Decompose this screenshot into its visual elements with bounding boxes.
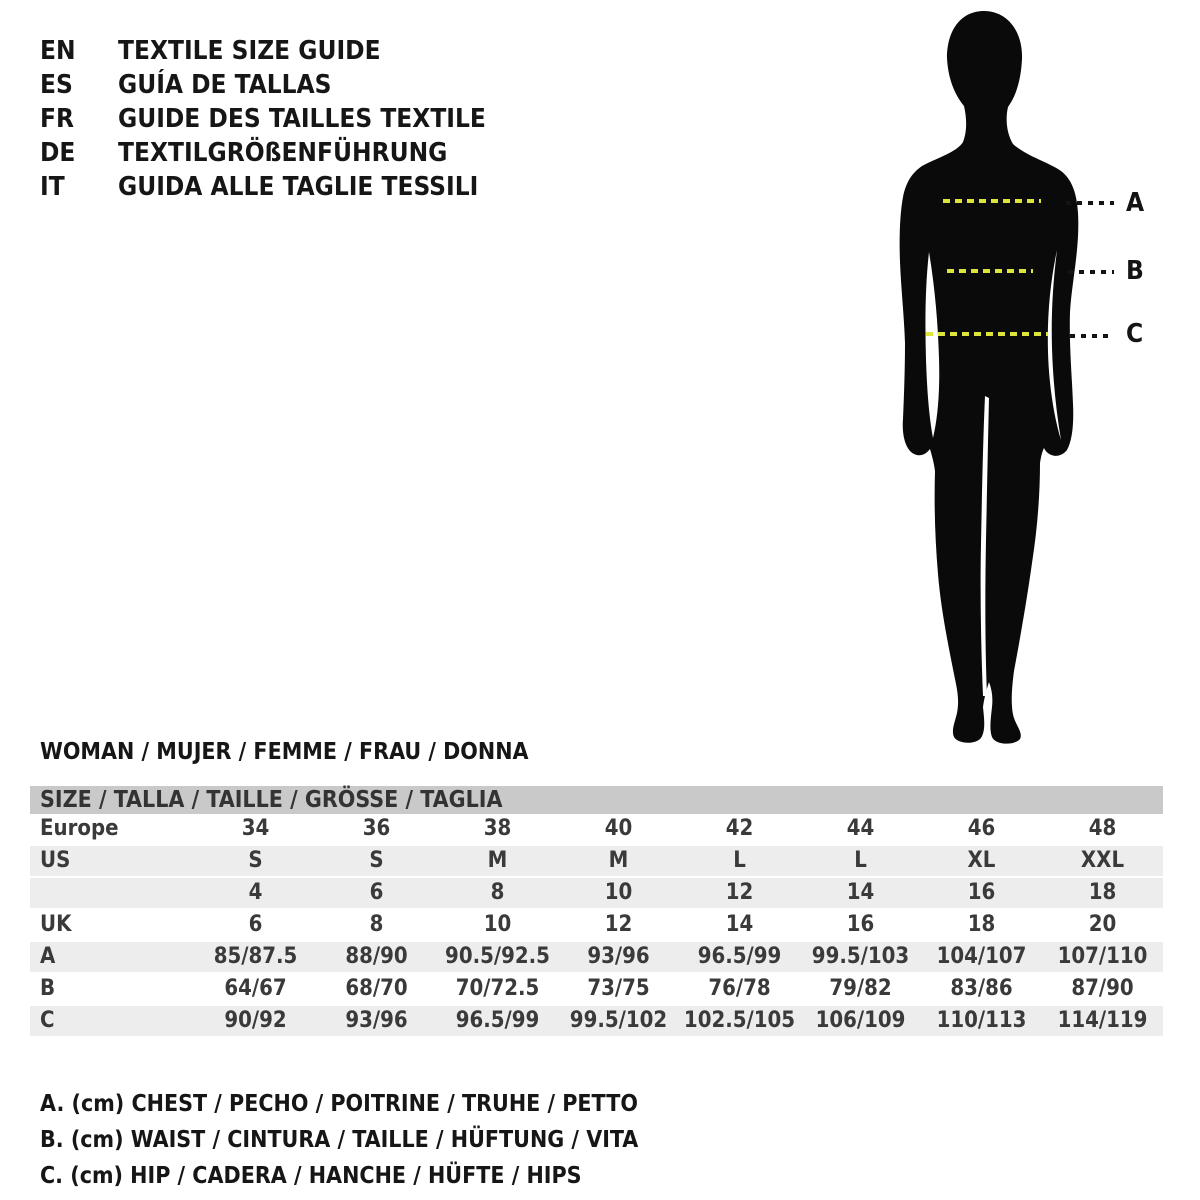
measurement-legend <box>40 1086 638 1194</box>
size-cell: 107/110 <box>1057 944 1148 969</box>
size-cell: 87/90 <box>1071 976 1134 1001</box>
size-cell: 8 <box>490 880 505 905</box>
table-row-uk <box>30 910 1163 942</box>
legend-line-chest: A. (cm) CHEST / PECHO / POITRINE / TRUHE / PETTO <box>40 1091 638 1117</box>
woman-silhouette-figure <box>860 0 1200 760</box>
size-cell: 106/109 <box>815 1008 906 1033</box>
row-label: B <box>40 976 56 1001</box>
table-row-chest-a <box>30 942 1163 974</box>
row-label: A <box>40 944 56 969</box>
size-cell: 90/92 <box>224 1008 287 1033</box>
size-cell: 6 <box>369 880 384 905</box>
size-cell: 93/96 <box>345 1008 408 1033</box>
lang-title: GUÍA DE TALLAS <box>118 70 332 100</box>
size-cell: 85/87.5 <box>213 944 298 969</box>
size-cell: 104/107 <box>936 944 1027 969</box>
size-cell: XXL <box>1080 848 1125 873</box>
waist-measure-dashed-line <box>947 269 1033 273</box>
size-cell: 34 <box>241 816 270 841</box>
chest-measure-dashed-line <box>943 199 1041 203</box>
size-cell: 36 <box>362 816 391 841</box>
table-row-hip-c <box>30 1006 1163 1038</box>
section-title-woman: WOMAN / MUJER / FEMME / FRAU / DONNA <box>40 739 529 765</box>
row-label: US <box>40 848 71 873</box>
lang-title: GUIDA ALLE TAGLIE TESSILI <box>118 172 479 202</box>
size-cell: 96.5/99 <box>697 944 782 969</box>
size-cell: 6 <box>248 912 263 937</box>
size-cell: 16 <box>846 912 875 937</box>
lang-code: ES <box>40 70 73 100</box>
size-table-header: SIZE / TALLA / TAILLE / GRÖSSE / TAGLIA <box>30 786 1163 814</box>
size-cell: L <box>733 848 746 873</box>
size-cell: 99.5/102 <box>569 1008 668 1033</box>
size-cell: 68/70 <box>345 976 408 1001</box>
hip-leader-dotted-line <box>1070 334 1114 338</box>
size-cell: 110/113 <box>936 1008 1027 1033</box>
size-cell: 40 <box>604 816 633 841</box>
size-cell: 4 <box>248 880 263 905</box>
size-cell: 88/90 <box>345 944 408 969</box>
table-row-waist-b <box>30 974 1163 1006</box>
size-cell: 93/96 <box>587 944 650 969</box>
size-cell: M <box>608 848 629 873</box>
lang-code: FR <box>40 104 74 134</box>
size-cell: 16 <box>967 880 996 905</box>
size-cell: 73/75 <box>587 976 650 1001</box>
size-cell: 8 <box>369 912 384 937</box>
size-cell: 76/78 <box>708 976 771 1001</box>
measure-label-c: C <box>1126 319 1144 349</box>
size-cell: 10 <box>483 912 512 937</box>
size-cell: 44 <box>846 816 875 841</box>
table-row-us <box>30 846 1163 878</box>
size-cell: 102.5/105 <box>683 1008 796 1033</box>
woman-silhouette <box>860 0 1200 760</box>
legend-line-waist: B. (cm) WAIST / CINTURA / TAILLE / HÜFTUNG / VITA <box>40 1127 639 1153</box>
size-cell: 64/67 <box>224 976 287 1001</box>
size-cell: 20 <box>1088 912 1117 937</box>
size-cell: 12 <box>725 880 754 905</box>
size-cell: 70/72.5 <box>455 976 540 1001</box>
row-label: UK <box>40 912 72 937</box>
row-label: C <box>40 1008 55 1033</box>
lang-title: GUIDE DES TAILLES TEXTILE <box>118 104 486 134</box>
size-cell: S <box>369 848 384 873</box>
size-cell: 96.5/99 <box>455 1008 540 1033</box>
size-cell: 14 <box>846 880 875 905</box>
size-cell: 46 <box>967 816 996 841</box>
size-cell: S <box>248 848 263 873</box>
lang-code: DE <box>40 138 76 168</box>
measure-label-a: A <box>1126 188 1145 218</box>
size-cell: 10 <box>604 880 633 905</box>
table-row-europe <box>30 814 1163 846</box>
size-cell: 12 <box>604 912 633 937</box>
size-table <box>30 786 1163 1038</box>
size-cell: M <box>487 848 508 873</box>
size-cell: 48 <box>1088 816 1117 841</box>
lang-code: IT <box>40 172 65 202</box>
lang-code: EN <box>40 36 76 66</box>
size-cell: 42 <box>725 816 754 841</box>
size-cell: 79/82 <box>829 976 892 1001</box>
size-cell: 99.5/103 <box>811 944 910 969</box>
size-cell: 18 <box>967 912 996 937</box>
size-cell: 14 <box>725 912 754 937</box>
size-cell: 38 <box>483 816 512 841</box>
measure-label-b: B <box>1126 256 1144 286</box>
table-row-us-numeric <box>30 878 1163 910</box>
waist-leader-dotted-line <box>1068 270 1114 274</box>
size-cell: L <box>854 848 867 873</box>
language-title-list <box>40 34 486 204</box>
lang-title: TEXTILE SIZE GUIDE <box>118 36 381 66</box>
hip-measure-dashed-line <box>926 332 1048 336</box>
row-label: Europe <box>40 816 119 841</box>
legend-line-hip: C. (cm) HIP / CADERA / HANCHE / HÜFTE / HIPS <box>40 1163 582 1189</box>
size-cell: 83/86 <box>950 976 1013 1001</box>
size-cell: 90.5/92.5 <box>445 944 550 969</box>
size-cell: 114/119 <box>1057 1008 1148 1033</box>
size-cell: 18 <box>1088 880 1117 905</box>
row-label <box>30 878 195 908</box>
size-cell: XL <box>967 848 996 873</box>
chest-leader-dotted-line <box>1066 201 1114 205</box>
lang-title: TEXTILGRÖßENFÜHRUNG <box>118 138 448 168</box>
